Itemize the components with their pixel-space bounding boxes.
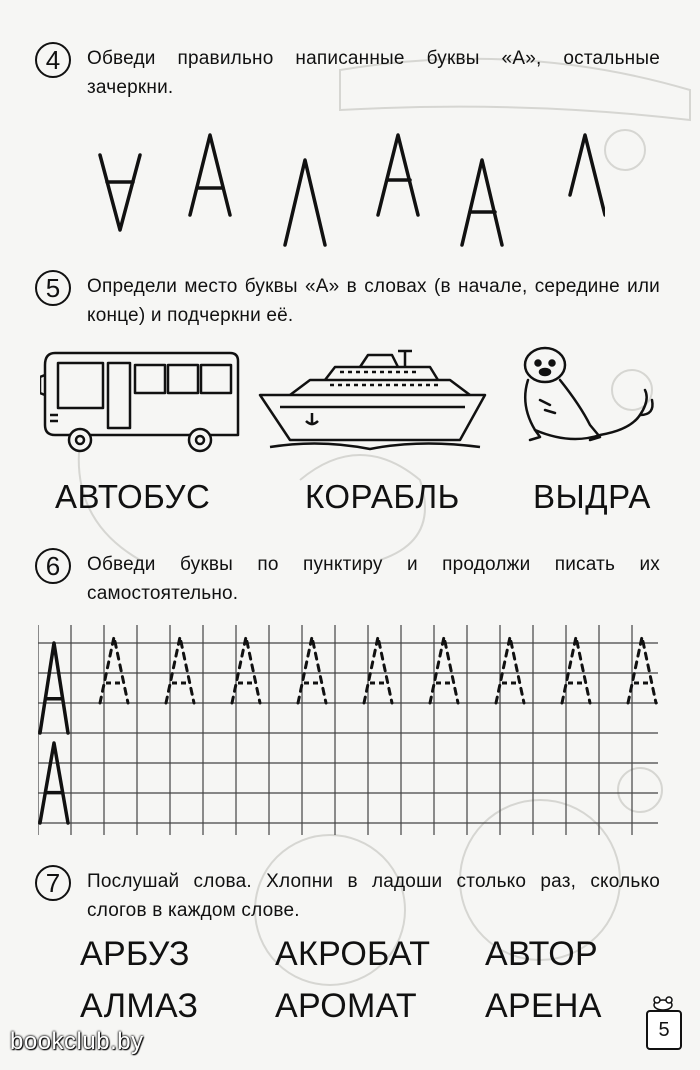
task-instruction: Обведи буквы по пунктиру и продолжи писать их самостоятельно. [87, 554, 660, 604]
task-number: 4 [35, 42, 71, 78]
syllable-word[interactable]: АРОМАТ [275, 987, 417, 1025]
word-ship[interactable]: КОРАБЛЬ [305, 478, 460, 515]
letter-variant[interactable] [190, 135, 230, 215]
syllable-word[interactable]: АРБУЗ [80, 935, 190, 973]
task-number: 7 [35, 865, 71, 901]
task-instruction: Послушай слова. Хлопни в ладоши столько раз, сколько слогов в каждом слове. [87, 871, 660, 921]
letter-variant[interactable] [285, 160, 325, 245]
writing-grid[interactable] [38, 625, 658, 835]
syllable-word[interactable]: АКРОБАТ [275, 935, 431, 973]
page-number: 5 [646, 1010, 682, 1050]
bus-picture [40, 353, 238, 451]
task-number: 6 [35, 548, 71, 584]
letter-variant[interactable] [570, 135, 605, 215]
letter-variant[interactable] [462, 160, 502, 245]
ship-picture [260, 351, 485, 449]
syllable-words [80, 935, 640, 1045]
syllable-word[interactable]: АВТОР [485, 935, 598, 973]
letter-a-variants [85, 130, 605, 250]
watermark: bookclub.by [10, 1028, 144, 1055]
syllable-word[interactable]: АРЕНА [485, 987, 602, 1025]
syllable-word[interactable]: АЛМАЗ [80, 987, 199, 1025]
task-instruction: Обведи правильно написанные буквы «А», остальные зачеркни. [87, 48, 660, 98]
word-bus[interactable]: АВТОБУС [55, 478, 211, 515]
mouse-icon [652, 996, 674, 1010]
letter-variant[interactable] [100, 155, 140, 230]
otter-picture [525, 348, 653, 440]
word-otter[interactable]: ВЫДРА [533, 478, 651, 515]
sample-letter [40, 743, 68, 823]
task-instruction: Определи место буквы «А» в словах (в начале, середине или конце) и подчеркни её. [87, 276, 660, 326]
task-number: 5 [35, 270, 71, 306]
sample-letter [40, 643, 68, 733]
letter-variant[interactable] [378, 135, 418, 215]
picture-words [45, 478, 651, 522]
pictures-row [40, 345, 665, 455]
